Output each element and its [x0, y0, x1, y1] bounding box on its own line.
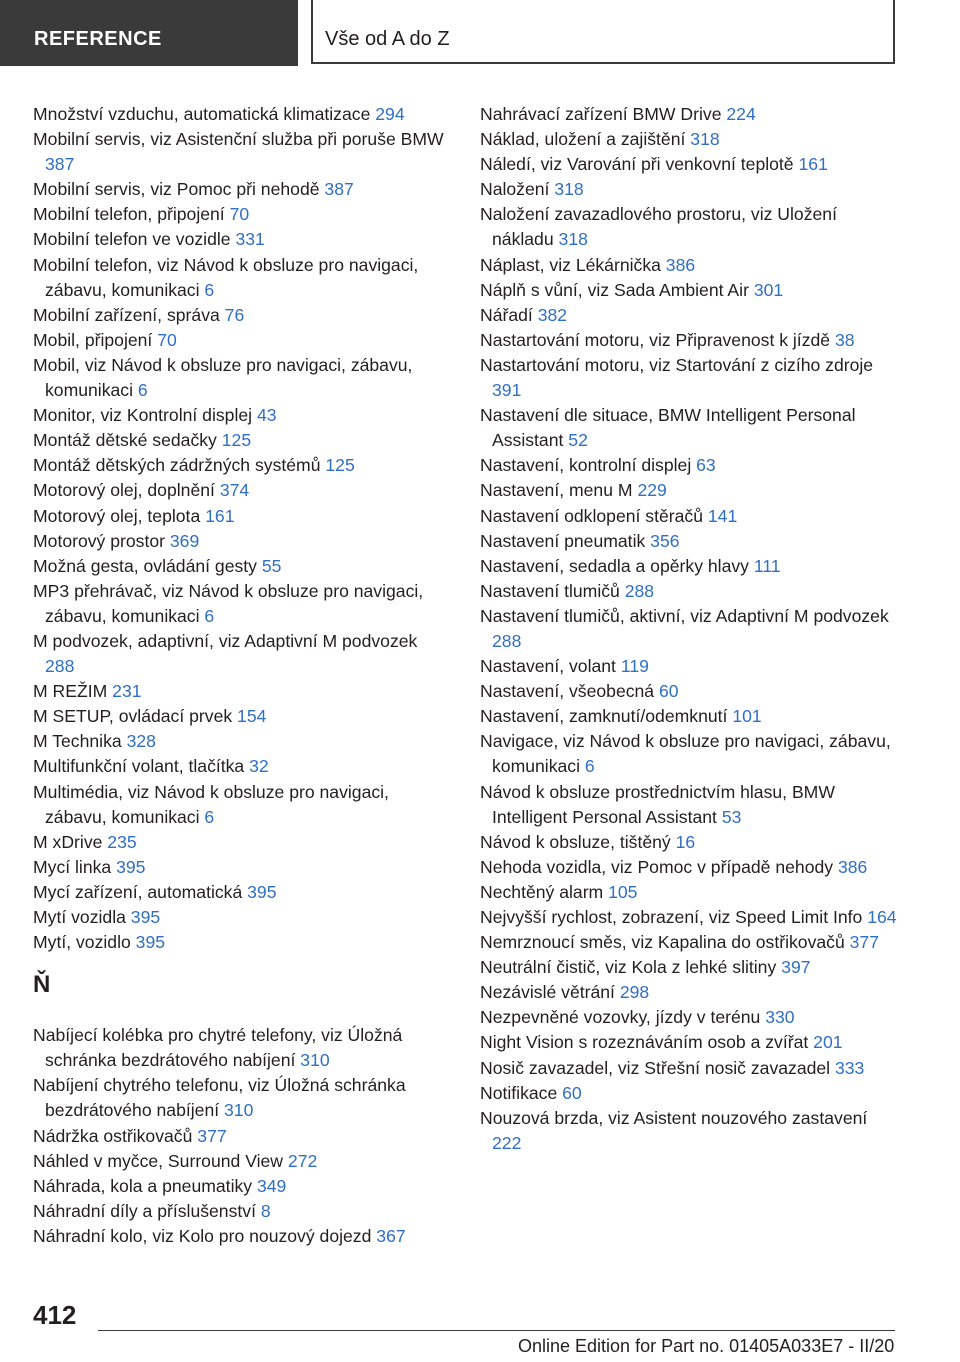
entry-page-link[interactable]: 8 [260, 1200, 271, 1221]
entry-page-link[interactable]: 38 [834, 329, 855, 350]
entry-page-link[interactable]: 333 [834, 1057, 865, 1078]
entry-term: Náplň s vůní, viz Sada Ambient Air [480, 279, 749, 300]
index-entry [33, 679, 451, 704]
entry-page-link[interactable]: 32 [249, 756, 269, 777]
entry-page-link[interactable]: 288 [492, 630, 522, 651]
entry-page-link[interactable]: 125 [325, 455, 355, 476]
entry-term: Motorový prostor [33, 530, 165, 551]
entry-page-link[interactable]: 111 [753, 555, 781, 576]
index-entry [33, 1073, 451, 1123]
entry-term: Nastartování motoru, viz Připravenost k jízdě [480, 329, 831, 350]
index-entry [480, 980, 900, 1005]
entry-page-link[interactable]: 349 [256, 1175, 287, 1196]
entry-term: Mobilní telefon, připojení [33, 204, 225, 225]
index-entry [480, 654, 900, 679]
entry-page-link[interactable]: 298 [619, 982, 650, 1003]
entry-term: Montáž dětské sedačky [33, 430, 217, 451]
entry-term: Nastavení odklopení stěračů [480, 505, 703, 526]
entry-term: Nastavení pneumatik [480, 530, 646, 551]
index-entry [480, 403, 900, 453]
entry-term: Nouzová brzda, viz Asistent nouzového zastavení [480, 1107, 868, 1128]
entry-page-link[interactable]: 369 [169, 530, 200, 551]
entry-page-link[interactable]: 70 [229, 204, 250, 225]
index-entry [33, 780, 451, 830]
entry-page-link[interactable]: 318 [554, 179, 584, 200]
index-entry [33, 478, 451, 503]
entry-term: M REŽIM [33, 681, 108, 702]
index-entry [480, 1005, 900, 1030]
index-entry [480, 328, 900, 353]
index-entry [480, 303, 900, 328]
entry-term: Nezávislé větrání [480, 982, 615, 1003]
entry-page-link[interactable]: 377 [849, 932, 879, 953]
entry-term: Monitor, viz Kontrolní displej [33, 405, 253, 426]
entry-page-link[interactable]: 391 [492, 380, 522, 401]
entry-page-link[interactable]: 395 [130, 907, 161, 927]
entry-page-link[interactable]: 367 [376, 1225, 406, 1246]
entry-term: Navigace, viz Návod k obsluze pro navigaci, zábavu, komunikaci [480, 731, 891, 777]
entry-page-link[interactable]: 374 [219, 480, 250, 501]
entry-page-link[interactable]: 63 [696, 455, 716, 476]
index-entry [33, 830, 451, 855]
entry-page-link[interactable]: 60 [562, 1082, 582, 1103]
entry-page-link[interactable]: 330 [765, 1007, 795, 1028]
entry-term: Možná gesta, ovládání gesty [33, 555, 257, 576]
entry-term: Nechtěný alarm [480, 881, 604, 902]
index-entry [480, 729, 900, 779]
index-entry [480, 830, 900, 855]
index-entry [33, 1199, 451, 1224]
entry-term: Motorový olej, teplota [33, 505, 201, 526]
entry-page-link[interactable]: 356 [650, 530, 680, 551]
entry-page-link[interactable]: 141 [707, 505, 738, 526]
index-entry [480, 1106, 900, 1156]
index-entry [33, 754, 451, 779]
index-entry [480, 855, 900, 880]
entry-page-link[interactable]: 55 [261, 555, 282, 576]
index-entry [480, 102, 900, 127]
index-list-n-continued [480, 102, 900, 1156]
entry-term: Množství vzduchu, automatická klimatizace [33, 104, 371, 124]
index-entry [480, 1081, 900, 1106]
entry-term: Náhrada, kola a pneumatiky [33, 1175, 253, 1196]
index-entry [480, 554, 900, 579]
index-entry [33, 453, 451, 478]
entry-page-link[interactable]: 377 [197, 1125, 227, 1146]
entry-term: Mobilní servis, viz Asistenční služba při poruše BMW [33, 129, 444, 150]
index-entry [480, 704, 900, 729]
entry-term: Nastavení tlumičů, aktivní, viz Adaptivní M podvozek [480, 605, 889, 626]
entry-page-link[interactable]: 125 [221, 430, 252, 451]
entry-term: Nádržka ostřikovačů [33, 1125, 193, 1146]
entry-term: Montáž dětských zádržných systémů [33, 455, 321, 476]
entry-term: Nahrávací zařízení BMW Drive [480, 104, 722, 124]
entry-page-link[interactable]: 201 [813, 1032, 843, 1053]
page-header [0, 0, 960, 66]
entry-page-link[interactable]: 52 [568, 430, 588, 451]
index-entry [480, 253, 900, 278]
index-entry [33, 529, 451, 554]
entry-page-link[interactable]: 70 [157, 329, 177, 350]
index-entry [480, 1056, 900, 1081]
entry-page-link[interactable]: 294 [375, 104, 405, 124]
entry-term: Nemrznoucí směs, viz Kapalina do ostřikovačů [480, 932, 845, 953]
index-entry [33, 579, 451, 629]
footer-edition: Online Edition for Part no. 01405A033E7 - II/20 [518, 1336, 895, 1356]
entry-term: Mobilní telefon ve vozidle [33, 229, 231, 250]
entry-page-link[interactable]: 60 [658, 681, 679, 702]
entry-term: Nastavení tlumičů [480, 580, 620, 601]
index-entry [33, 403, 451, 428]
entry-term: Neutrální čistič, viz Kola z lehké slitiny [480, 957, 777, 978]
entry-term: Návod k obsluze, tištěný [480, 831, 671, 852]
entry-term: Nabíjecí kolébka pro chytré telefony, viz Úložná schránka bezdrátového nabíjení [33, 1025, 403, 1071]
entry-term: Mycí zařízení, automatická [33, 881, 243, 902]
entry-page-link[interactable]: 272 [287, 1150, 318, 1171]
index-entry [480, 152, 900, 177]
entry-term: Náklad, uložení a zajištění [480, 129, 686, 150]
entry-term: M Technika [33, 731, 122, 752]
index-entry [33, 303, 451, 328]
entry-term: Nastavení, sedadla a opěrky hlavy [480, 555, 749, 576]
index-entry [33, 1023, 451, 1073]
entry-page-link[interactable]: 16 [675, 831, 696, 852]
entry-term: Nehoda vozidla, viz Pomoc v případě nehody [480, 856, 834, 877]
entry-term: Mobilní servis, viz Pomoc při nehodě [33, 179, 320, 200]
entry-page-link[interactable]: 101 [732, 706, 762, 727]
entry-term: Nabíjení chytrého telefonu, viz Úložná schránka bezdrátového nabíjení [33, 1075, 406, 1121]
entry-term: Multifunkční volant, tlačítka [33, 756, 245, 777]
index-entry [33, 704, 451, 729]
entry-term: Naložení [480, 179, 550, 200]
section-title: Vše od A do Z [311, 0, 895, 64]
entry-term: Motorový olej, doplnění [33, 480, 215, 501]
entry-page-link[interactable]: 6 [204, 605, 215, 626]
index-entry [480, 478, 900, 503]
index-entry [33, 328, 451, 353]
entry-page-link[interactable]: 53 [721, 806, 742, 827]
index-entry [480, 504, 900, 529]
entry-term: Nejvyšší rychlost, zobrazení, viz Speed Limit Info [480, 907, 863, 927]
entry-term: Mycí linka [33, 856, 112, 877]
entry-term: Náhradní díly a příslušenství [33, 1200, 256, 1221]
entry-page-link[interactable]: 328 [126, 731, 156, 752]
entry-page-link[interactable]: 6 [204, 279, 215, 300]
entry-term: Night Vision s rozeznáváním osob a zvířat [480, 1032, 809, 1053]
entry-term: Nářadí [480, 304, 533, 325]
entry-page-link[interactable]: 386 [665, 254, 696, 275]
entry-term: Mobil, připojení [33, 329, 153, 350]
index-entry [480, 679, 900, 704]
entry-page-link[interactable]: 161 [798, 154, 828, 175]
index-entry [480, 353, 900, 403]
index-entry [480, 880, 900, 905]
index-entry [33, 353, 451, 403]
entry-page-link[interactable]: 6 [204, 806, 215, 827]
entry-term: Nezpevněné vozovky, jízdy v terénu [480, 1007, 761, 1028]
entry-term: M xDrive [33, 831, 103, 852]
reference-tab: REFERENCE [0, 0, 298, 66]
entry-term: Nastartování motoru, viz Startování z cizího zdroje [480, 354, 874, 375]
entry-term: Náplast, viz Lékárnička [480, 254, 661, 275]
entry-term: Nastavení, všeobecná [480, 681, 655, 702]
entry-page-link[interactable]: 105 [608, 881, 638, 902]
index-entry [33, 504, 451, 529]
entry-term: Mobilní zařízení, správa [33, 304, 220, 325]
entry-page-link[interactable]: 395 [135, 932, 166, 953]
entry-page-link[interactable]: 310 [224, 1100, 254, 1121]
index-entry [33, 227, 451, 252]
entry-page-link[interactable]: 387 [324, 179, 354, 200]
entry-page-link[interactable]: 318 [558, 229, 588, 250]
index-entry [33, 127, 451, 177]
page-number: 412 [33, 1300, 77, 1330]
entry-page-link[interactable]: 386 [837, 856, 868, 877]
entry-page-link[interactable]: 164 [867, 907, 897, 927]
entry-page-link[interactable]: 224 [726, 104, 756, 124]
index-list-m [33, 102, 451, 955]
entry-page-link[interactable]: 229 [637, 480, 667, 501]
entry-term: Naložení zavazadlového prostoru, viz Uložení nákladu [480, 204, 837, 250]
entry-page-link[interactable]: 43 [256, 405, 277, 426]
entry-page-link[interactable]: 318 [690, 129, 720, 150]
entry-term: Mytí vozidla [33, 907, 126, 927]
index-entry [33, 1149, 451, 1174]
entry-term: M SETUP, ovládací prvek [33, 706, 233, 727]
entry-term: Nastavení, volant [480, 656, 616, 677]
entry-page-link[interactable]: 119 [620, 656, 649, 677]
footer-divider [98, 1330, 895, 1331]
index-list-n [33, 1023, 451, 1249]
entry-term: Nastavení dle situace, BMW Intelligent Personal Assistant [480, 405, 856, 451]
index-entry [33, 1174, 451, 1199]
index-entry [33, 202, 451, 227]
index-column-right [480, 102, 900, 1156]
entry-page-link[interactable]: 161 [205, 505, 235, 526]
index-entry [33, 905, 451, 930]
index-entry [33, 880, 451, 905]
entry-page-link[interactable]: 235 [107, 831, 137, 852]
entry-page-link[interactable]: 154 [237, 706, 267, 727]
index-entry [33, 855, 451, 880]
entry-page-link[interactable]: 395 [116, 856, 146, 877]
entry-term: MP3 přehrávač, viz Návod k obsluze pro navigaci, zábavu, komunikaci [33, 580, 424, 626]
entry-term: Náhradní kolo, viz Kolo pro nouzový dojezd [33, 1225, 372, 1246]
index-entry [33, 1124, 451, 1149]
entry-term: Nosič zavazadel, viz Střešní nosič zavazadel [480, 1057, 831, 1078]
index-entry [480, 905, 900, 930]
index-entry [480, 955, 900, 980]
entry-page-link[interactable]: 382 [537, 304, 568, 325]
index-entry [480, 1030, 900, 1055]
entry-page-link[interactable]: 288 [624, 580, 655, 601]
index-entry [480, 127, 900, 152]
entry-term: Notifikace [480, 1082, 558, 1103]
entry-page-link[interactable]: 310 [300, 1050, 330, 1071]
index-entry [480, 579, 900, 604]
entry-term: Mytí, vozidlo [33, 932, 131, 953]
entry-term: Náledí, viz Varování při venkovní teplotě [480, 154, 794, 175]
index-entry [33, 428, 451, 453]
index-entry [480, 780, 900, 830]
entry-term: Nastavení, kontrolní displej [480, 455, 692, 476]
index-entry [480, 278, 900, 303]
entry-term: Nastavení, zamknutí/odemknutí [480, 706, 728, 727]
index-entry [33, 729, 451, 754]
index-entry [33, 629, 451, 679]
entry-term: Náhled v myčce, Surround View [33, 1150, 284, 1171]
entry-term: Mobilní telefon, viz Návod k obsluze pro navigaci, zábavu, komunikaci [33, 254, 419, 300]
entry-term: Mobil, viz Návod k obsluze pro navigaci, zábavu, komunikaci [33, 354, 413, 401]
index-entry [33, 177, 451, 202]
index-entry [480, 177, 900, 202]
index-entry [480, 202, 900, 252]
index-entry [33, 554, 451, 579]
index-entry [480, 529, 900, 554]
entry-page-link[interactable]: 331 [235, 229, 265, 250]
entry-page-link[interactable]: 301 [753, 279, 784, 300]
section-letter: Ň [33, 971, 51, 999]
index-entry [33, 930, 451, 955]
entry-page-link[interactable]: 397 [781, 957, 811, 978]
entry-page-link[interactable]: 288 [45, 656, 75, 677]
index-column-left [33, 102, 451, 1249]
entry-page-link[interactable]: 76 [224, 304, 245, 325]
entry-page-link[interactable]: 395 [247, 881, 277, 902]
entry-term: Multimédia, viz Návod k obsluze pro navigaci, zábavu, komunikaci [33, 781, 389, 827]
index-entry [33, 253, 451, 303]
index-entry [480, 930, 900, 955]
entry-term: Nastavení, menu M [480, 480, 633, 501]
entry-page-link[interactable]: 6 [584, 756, 595, 777]
entry-page-link[interactable]: 231 [112, 681, 142, 702]
entry-page-link[interactable]: 222 [492, 1132, 522, 1153]
index-entry [480, 453, 900, 478]
index-entry [33, 1224, 451, 1249]
index-entry [33, 102, 451, 127]
entry-page-link[interactable]: 6 [137, 380, 148, 401]
entry-term: Návod k obsluze prostřednictvím hlasu, BMW Intelligent Personal Assistant [480, 781, 835, 827]
index-entry [480, 604, 900, 654]
entry-page-link[interactable]: 387 [45, 154, 75, 175]
entry-term: M podvozek, adaptivní, viz Adaptivní M podvozek [33, 630, 418, 651]
